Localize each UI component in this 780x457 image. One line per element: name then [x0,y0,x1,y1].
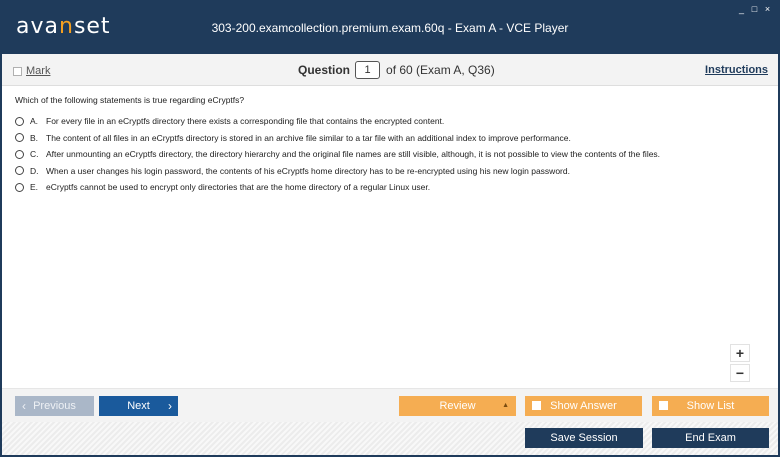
mark-checkbox[interactable] [13,65,50,77]
window-controls [737,4,772,14]
session-bar [2,422,778,455]
option-text: For every file in an eCryptfs directory there exists a corresponding file that contains the encrypted content. [46,116,445,127]
option-letter: D. [30,165,39,176]
next-button[interactable] [99,396,178,416]
question-number-input[interactable]: 1 [355,61,380,79]
radio-button[interactable] [15,150,24,159]
triangle-up-icon: ▲ [502,402,509,409]
close-button[interactable]: × [764,4,771,14]
option-d[interactable] [15,163,660,180]
option-text: eCryptfs cannot be used to encrypt only directories that are the home directory of a regular Linux user. [46,182,431,193]
option-letter: E. [30,182,39,193]
review-button[interactable] [399,396,516,416]
chevron-right-icon: › [168,399,172,413]
option-a[interactable] [15,113,660,130]
question-text: Which of the following statements is true regarding eCryptfs? [15,95,245,105]
title-bar [2,2,778,54]
navigation-bar [2,388,778,422]
show-answer-checkbox[interactable] [532,401,541,410]
option-letter: C. [30,149,39,160]
mark-label: Mark [26,65,51,77]
show-list-checkbox[interactable] [659,401,668,410]
option-text: The content of all files in an eCryptfs directory is stored in an archive file similar to a tar file with an additional index to improve performance. [46,132,571,143]
question-content [2,86,778,386]
zoom-out-button[interactable]: − [730,364,750,382]
maximize-button[interactable]: □ [751,4,758,14]
radio-button[interactable] [15,117,24,126]
option-c[interactable] [15,146,660,163]
answer-options [15,113,660,196]
show-list-label: Show List [686,400,735,412]
review-label: Review [439,400,476,412]
avanset-logo: avanset [16,14,111,39]
window-title: 303-200.examcollection.premium.exam.60q - Exam A - VCE Player [211,21,569,35]
show-answer-button[interactable] [525,396,642,416]
option-text: When a user changes his login password, the contents of his eCryptfs home directory has to be re-encrypted using his new login password. [46,165,570,176]
previous-label: Previous [33,400,76,412]
instructions-link[interactable]: Instructions [705,64,768,76]
show-list-button[interactable] [652,396,769,416]
question-navigator [298,61,495,79]
show-answer-label: Show Answer [550,400,617,412]
option-b[interactable] [15,130,660,147]
save-session-button[interactable]: Save Session [525,428,643,448]
radio-button[interactable] [15,133,24,142]
option-letter: B. [30,132,39,143]
zoom-in-button[interactable]: + [730,344,750,362]
next-label: Next [127,400,150,412]
mark-checkbox-box[interactable] [13,67,22,76]
question-word: Question [298,63,351,77]
option-e[interactable] [15,179,660,196]
question-header [2,54,778,86]
option-text: After unmounting an eCryptfs directory, the directory hierarchy and the original file names are still visible, although, it is not possible to view the contents of the files. [46,149,661,160]
radio-button[interactable] [15,166,24,175]
minimize-button[interactable]: _ [738,4,744,14]
question-count: of 60 (Exam A, Q36) [386,63,495,77]
previous-button[interactable] [15,396,94,416]
option-letter: A. [30,116,39,127]
end-exam-button[interactable]: End Exam [652,428,769,448]
chevron-left-icon: ‹ [22,399,26,413]
radio-button[interactable] [15,183,24,192]
